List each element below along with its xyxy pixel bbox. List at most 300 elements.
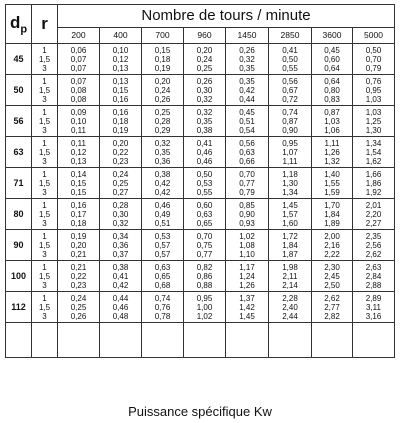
power-cell xyxy=(184,44,226,75)
power-value: 0,63 xyxy=(239,147,255,157)
empty-cell xyxy=(312,323,353,358)
power-value: 0,32 xyxy=(196,107,213,117)
power-value: 2,22 xyxy=(324,249,340,259)
power-cell xyxy=(100,292,142,323)
power-value: 1,18 xyxy=(282,169,298,179)
dp-header xyxy=(6,5,32,44)
power-cell xyxy=(353,261,395,292)
table-row xyxy=(6,44,395,75)
power-cell xyxy=(353,106,395,137)
power-cell xyxy=(312,75,353,106)
power-cell xyxy=(269,292,312,323)
power-value: 0,87 xyxy=(282,116,298,126)
power-value: 0,64 xyxy=(324,63,340,73)
power-value: 0,86 xyxy=(196,271,213,281)
r-value: 1,5 xyxy=(38,54,51,64)
power-value: 0,15 xyxy=(70,178,87,188)
r-values xyxy=(32,292,58,323)
power-value: 0,20 xyxy=(112,138,129,148)
power-value: 0,63 xyxy=(154,262,171,272)
speed-header: 400 xyxy=(100,27,142,43)
power-value: 0,56 xyxy=(239,138,255,148)
power-value: 2,62 xyxy=(365,249,382,259)
power-value: 0,87 xyxy=(324,107,340,117)
power-value: 0,83 xyxy=(324,94,340,104)
power-value: 0,30 xyxy=(196,85,213,95)
power-cell xyxy=(312,199,353,230)
power-value: 0,13 xyxy=(112,76,129,86)
power-value: 0,22 xyxy=(112,147,129,157)
power-cell xyxy=(226,137,269,168)
power-value: 0,35 xyxy=(154,147,171,157)
table-row xyxy=(6,137,395,168)
power-cell xyxy=(312,106,353,137)
power-cell xyxy=(353,75,395,106)
power-value: 1,03 xyxy=(365,107,382,117)
power-cell xyxy=(269,261,312,292)
speed-header: 5000 xyxy=(353,27,395,43)
power-cell xyxy=(353,44,395,75)
power-value: 1,26 xyxy=(239,280,255,290)
power-value: 0,10 xyxy=(70,116,87,126)
table-row xyxy=(6,106,395,137)
power-cell xyxy=(269,75,312,106)
power-value: 2,88 xyxy=(365,280,382,290)
speed-header: 2850 xyxy=(269,27,312,43)
empty-cell xyxy=(58,323,100,358)
power-value: 0,26 xyxy=(196,76,213,86)
power-value: 0,85 xyxy=(239,200,255,210)
table-row xyxy=(6,199,395,230)
power-value: 0,70 xyxy=(196,231,213,241)
power-cell xyxy=(100,106,142,137)
power-value: 0,20 xyxy=(154,76,171,86)
power-value: 0,51 xyxy=(239,116,255,126)
r-value: 3 xyxy=(42,311,47,321)
power-value: 0,41 xyxy=(112,271,129,281)
power-value: 1,98 xyxy=(282,262,298,272)
power-value: 0,29 xyxy=(154,125,171,135)
power-value: 0,95 xyxy=(365,85,382,95)
power-cell xyxy=(58,230,100,261)
power-value: 0,25 xyxy=(154,107,171,117)
power-value: 1,30 xyxy=(365,125,382,135)
power-value: 0,30 xyxy=(112,209,129,219)
power-value: 0,16 xyxy=(112,107,129,117)
power-value: 1,25 xyxy=(365,116,382,126)
speed-header: 960 xyxy=(184,27,226,43)
power-value: 0,65 xyxy=(196,218,213,228)
table-caption: Puissance spécifique Kw xyxy=(128,404,272,419)
power-cell xyxy=(312,137,353,168)
power-value: 1,45 xyxy=(282,200,298,210)
power-cell xyxy=(100,199,142,230)
power-value: 2,14 xyxy=(282,280,298,290)
power-value: 2,50 xyxy=(324,280,340,290)
power-value: 1,24 xyxy=(239,271,255,281)
r-value: 1 xyxy=(42,76,47,86)
power-value: 0,57 xyxy=(154,240,171,250)
power-value: 0,21 xyxy=(70,262,87,272)
power-value: 1,34 xyxy=(365,138,382,148)
power-value: 1,40 xyxy=(324,169,340,179)
power-value: 0,08 xyxy=(70,94,87,104)
r-values xyxy=(32,261,58,292)
power-value: 1,17 xyxy=(239,262,255,272)
power-cell xyxy=(226,75,269,106)
power-cell xyxy=(58,199,100,230)
power-value: 1,59 xyxy=(324,187,340,197)
dp-value: 90 xyxy=(6,230,32,261)
power-value: 0,35 xyxy=(239,76,255,86)
dp-value: 50 xyxy=(6,75,32,106)
power-cell xyxy=(142,137,184,168)
power-value: 0,14 xyxy=(70,169,87,179)
dp-value: 80 xyxy=(6,199,32,230)
empty-cell xyxy=(353,323,395,358)
power-value: 0,42 xyxy=(239,85,255,95)
power-cell xyxy=(142,44,184,75)
power-value: 0,50 xyxy=(282,54,298,64)
power-value: 1,60 xyxy=(282,218,298,228)
power-cell xyxy=(100,137,142,168)
speed-header: 3600 xyxy=(312,27,353,43)
power-cell xyxy=(184,261,226,292)
power-cell xyxy=(226,199,269,230)
power-value: 1,57 xyxy=(282,209,298,219)
power-cell xyxy=(269,230,312,261)
power-cell xyxy=(100,75,142,106)
power-value: 0,16 xyxy=(112,94,129,104)
power-value: 0,11 xyxy=(71,125,86,135)
table-row xyxy=(6,168,395,199)
power-cell xyxy=(312,44,353,75)
power-value: 0,28 xyxy=(112,200,129,210)
r-value: 1,5 xyxy=(38,178,51,188)
power-value: 0,10 xyxy=(112,45,129,55)
power-cell xyxy=(58,261,100,292)
power-value: 0,07 xyxy=(70,63,87,73)
power-value: 0,12 xyxy=(112,54,129,64)
power-value: 0,46 xyxy=(196,156,213,166)
power-cell xyxy=(142,230,184,261)
power-value: 0,20 xyxy=(196,45,213,55)
dp-value: 112 xyxy=(6,292,32,323)
power-value: 1,86 xyxy=(365,178,382,188)
speed-title: Nombre de tours / minute xyxy=(58,5,395,28)
power-value: 0,42 xyxy=(154,187,171,197)
r-value: 1,5 xyxy=(38,240,51,250)
power-value: 1,89 xyxy=(324,218,340,228)
power-cell xyxy=(142,199,184,230)
power-value: 0,25 xyxy=(112,178,129,188)
power-value: 2,82 xyxy=(324,311,340,321)
r-value: 1,5 xyxy=(38,271,51,281)
power-cell xyxy=(100,230,142,261)
r-value: 3 xyxy=(42,187,47,197)
power-value: 0,24 xyxy=(196,54,213,64)
power-cell xyxy=(269,44,312,75)
power-value: 2,11 xyxy=(282,271,298,281)
power-value: 0,88 xyxy=(196,280,213,290)
r-value: 3 xyxy=(42,218,47,228)
power-value: 0,95 xyxy=(196,293,213,303)
r-values xyxy=(32,137,58,168)
dp-value: 100 xyxy=(6,261,32,292)
power-value: 0,11 xyxy=(71,138,86,148)
r-value: 1,5 xyxy=(38,116,51,126)
empty-cell xyxy=(269,323,312,358)
power-cell xyxy=(184,199,226,230)
power-value: 2,45 xyxy=(324,271,340,281)
power-value: 1,07 xyxy=(282,147,298,157)
power-value: 1,72 xyxy=(282,231,298,241)
power-cell xyxy=(142,168,184,199)
power-value: 0,90 xyxy=(239,209,255,219)
dp-value: 56 xyxy=(6,106,32,137)
power-value: 1,30 xyxy=(282,178,298,188)
power-value: 0,27 xyxy=(112,187,129,197)
power-cell xyxy=(269,199,312,230)
power-cell xyxy=(142,75,184,106)
power-cell xyxy=(184,106,226,137)
power-value: 2,62 xyxy=(324,293,340,303)
power-value: 0,28 xyxy=(154,116,171,126)
power-value: 0,32 xyxy=(196,94,213,104)
power-value: 0,24 xyxy=(154,85,171,95)
power-cell xyxy=(353,230,395,261)
r-header: r xyxy=(32,5,58,44)
power-value: 0,70 xyxy=(365,54,382,64)
power-value: 1,42 xyxy=(239,302,255,312)
power-cell xyxy=(184,137,226,168)
power-value: 0,15 xyxy=(154,45,171,55)
power-value: 0,26 xyxy=(154,94,171,104)
r-values xyxy=(32,199,58,230)
power-value: 0,90 xyxy=(282,125,298,135)
power-value: 0,79 xyxy=(239,187,255,197)
power-value: 1,55 xyxy=(324,178,340,188)
power-value: 0,32 xyxy=(239,54,255,64)
power-value: 0,07 xyxy=(70,76,87,86)
power-cell xyxy=(142,106,184,137)
power-value: 0,53 xyxy=(154,231,171,241)
power-cell xyxy=(312,168,353,199)
r-value: 1 xyxy=(42,138,47,148)
power-value: 1,11 xyxy=(324,138,340,148)
r-value: 3 xyxy=(42,249,47,259)
r-values xyxy=(32,44,58,75)
power-value: 0,38 xyxy=(196,125,213,135)
power-value: 0,78 xyxy=(154,311,171,321)
r-values xyxy=(32,168,58,199)
power-value: 0,34 xyxy=(112,231,129,241)
r-value: 1 xyxy=(42,262,47,272)
empty-cell xyxy=(6,323,32,358)
power-value: 0,23 xyxy=(70,280,87,290)
power-cell xyxy=(226,292,269,323)
r-values xyxy=(32,75,58,106)
power-value: 0,41 xyxy=(282,45,298,55)
power-cell xyxy=(100,261,142,292)
power-value: 0,37 xyxy=(112,249,129,259)
power-value: 0,21 xyxy=(70,249,87,259)
table-body xyxy=(6,44,395,358)
power-value: 1,45 xyxy=(239,311,255,321)
power-value: 0,44 xyxy=(239,94,255,104)
power-value: 0,45 xyxy=(239,107,255,117)
table-row xyxy=(6,292,395,323)
empty-cell xyxy=(100,323,142,358)
power-value: 0,46 xyxy=(112,302,129,312)
power-value: 0,75 xyxy=(196,240,213,250)
speed-header: 1450 xyxy=(226,27,269,43)
power-value: 2,63 xyxy=(365,262,382,272)
r-value: 1 xyxy=(42,107,47,117)
power-value: 2,16 xyxy=(324,240,340,250)
power-value: 1,02 xyxy=(239,231,255,241)
power-value: 0,15 xyxy=(70,187,87,197)
power-value: 0,15 xyxy=(112,85,129,95)
power-cell xyxy=(58,168,100,199)
power-value: 0,42 xyxy=(154,178,171,188)
power-value: 0,18 xyxy=(112,116,129,126)
power-value: 0,35 xyxy=(196,116,213,126)
r-values xyxy=(32,106,58,137)
power-value: 2,01 xyxy=(365,200,382,210)
power-value: 0,09 xyxy=(70,107,87,117)
power-value: 0,42 xyxy=(112,280,129,290)
power-cell xyxy=(269,106,312,137)
power-cell xyxy=(269,137,312,168)
power-value: 0,67 xyxy=(282,85,298,95)
power-value: 0,55 xyxy=(196,187,213,197)
power-value: 2,30 xyxy=(324,262,340,272)
empty-row xyxy=(6,323,395,358)
power-cell xyxy=(100,168,142,199)
power-value: 1,08 xyxy=(239,240,255,250)
power-value: 0,64 xyxy=(324,76,340,86)
r-value: 1,5 xyxy=(38,209,51,219)
r-value: 3 xyxy=(42,94,47,104)
power-value: 0,18 xyxy=(70,218,87,228)
speed-header: 700 xyxy=(142,27,184,43)
r-value: 1,5 xyxy=(38,85,51,95)
power-value: 0,13 xyxy=(70,156,87,166)
power-value: 1,84 xyxy=(282,240,298,250)
r-value: 3 xyxy=(42,125,47,135)
power-cell xyxy=(312,261,353,292)
power-value: 0,19 xyxy=(154,63,171,73)
power-value: 0,19 xyxy=(70,231,87,241)
power-cell xyxy=(353,199,395,230)
power-value: 0,46 xyxy=(196,147,213,157)
power-value: 0,49 xyxy=(154,209,171,219)
power-value: 0,22 xyxy=(70,271,87,281)
table-row xyxy=(6,261,395,292)
r-value: 1,5 xyxy=(38,147,51,157)
power-value: 0,63 xyxy=(196,209,213,219)
power-value: 1,34 xyxy=(282,187,298,197)
power-value: 0,32 xyxy=(112,218,129,228)
power-value: 1,32 xyxy=(324,156,340,166)
power-value: 0,77 xyxy=(196,249,213,259)
power-value: 0,55 xyxy=(282,63,298,73)
r-value: 1 xyxy=(42,293,47,303)
power-value: 0,26 xyxy=(70,311,87,321)
power-value: 1,92 xyxy=(365,187,382,197)
power-value: 1,03 xyxy=(365,94,382,104)
dp-header-sub: p xyxy=(20,23,28,36)
r-value: 3 xyxy=(42,280,47,290)
power-value: 0,60 xyxy=(196,200,213,210)
power-value: 0,74 xyxy=(282,107,298,117)
power-value: 0,38 xyxy=(112,262,129,272)
power-value: 1,26 xyxy=(324,147,340,157)
empty-cell xyxy=(32,323,58,358)
power-value: 0,25 xyxy=(70,302,87,312)
empty-cell xyxy=(184,323,226,358)
power-value: 0,76 xyxy=(154,302,171,312)
power-value: 0,76 xyxy=(365,76,382,86)
power-value: 0,46 xyxy=(154,200,171,210)
power-value: 1,54 xyxy=(365,147,382,157)
power-cell xyxy=(100,44,142,75)
power-cell xyxy=(353,137,395,168)
power-value: 0,54 xyxy=(239,125,255,135)
power-cell xyxy=(226,106,269,137)
power-value: 0,95 xyxy=(282,138,298,148)
power-cell xyxy=(142,261,184,292)
power-value: 1,06 xyxy=(324,125,340,135)
power-value: 2,27 xyxy=(365,218,382,228)
power-value: 2,89 xyxy=(365,293,382,303)
power-value: 0,82 xyxy=(196,262,213,272)
power-value: 0,45 xyxy=(324,45,340,55)
power-cell xyxy=(226,168,269,199)
power-value: 0,44 xyxy=(112,293,129,303)
power-value: 0,65 xyxy=(154,271,171,281)
power-value: 0,32 xyxy=(154,138,171,148)
power-value: 3,16 xyxy=(365,311,382,321)
power-value: 3,11 xyxy=(366,302,381,312)
power-value: 2,77 xyxy=(324,302,340,312)
power-value: 0,48 xyxy=(112,311,129,321)
empty-cell xyxy=(226,323,269,358)
power-value: 0,35 xyxy=(239,63,255,73)
speed-header-row xyxy=(6,27,395,43)
power-value: 0,23 xyxy=(112,156,129,166)
power-value: 2,40 xyxy=(282,302,298,312)
power-cell xyxy=(226,230,269,261)
r-value: 3 xyxy=(42,63,47,73)
power-value: 0,53 xyxy=(196,178,213,188)
power-value: 1,00 xyxy=(196,302,213,312)
power-value: 0,36 xyxy=(112,240,129,250)
power-value: 0,18 xyxy=(154,54,171,64)
power-value: 2,00 xyxy=(324,231,340,241)
power-value: 2,20 xyxy=(365,209,382,219)
power-value: 0,51 xyxy=(154,218,171,228)
power-value: 0,08 xyxy=(70,85,87,95)
power-table xyxy=(5,4,395,358)
power-cell xyxy=(58,106,100,137)
power-cell xyxy=(226,261,269,292)
power-value: 0,72 xyxy=(282,94,298,104)
power-cell xyxy=(184,292,226,323)
power-value: 1,02 xyxy=(196,311,213,321)
power-value: 2,84 xyxy=(365,271,382,281)
